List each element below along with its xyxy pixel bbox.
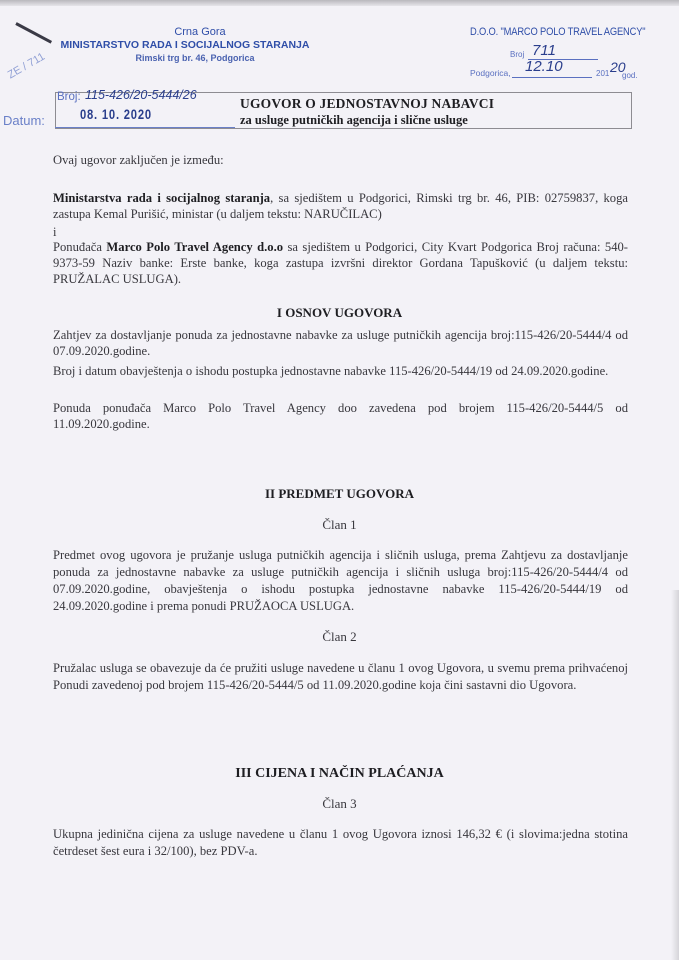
pen-mark (15, 22, 52, 43)
article-label-1: Član 1 (322, 517, 357, 532)
party-1-details: , sa sjedištem u Podgorici, Rimski trg br. 46, PIB: 02759837, koga zastupa Kemal Purišić, ministar (u daljem tekstu: NARUČILAC) (53, 191, 628, 221)
section-heading-osnov: I OSNOV UGOVORA (276, 305, 403, 320)
agency-year-value: 20 (610, 59, 626, 75)
agency-date-value: 12.10 (525, 58, 563, 75)
agency-name: D.O.O. "MARCO POLO TRAVEL AGENCY" (470, 26, 646, 38)
agency-city-label: Podgorica, (470, 68, 511, 78)
osnov-paragraph-3: Ponuda ponuđača Marco Polo Travel Agency doo zavedena pod brojem 115-426/20-5444/5 od 11.09.2020.godine. (53, 401, 628, 431)
article-2-text: Pružalac usluga se obavezuje da će pružiti usluge navedene u članu 1 ovog Ugovora, u svemu prema prihvaćenoj Ponudi zavedenoj pod brojem 115-426/20-5444/5 od 11.09.2020.godine koja čini sastavni dio Ugovora. (53, 661, 628, 692)
document-subtitle: za usluge putničkih agencija i slične usluge (240, 113, 468, 127)
scan-edge-shadow (671, 590, 679, 960)
agency-year-suffix: god. (622, 71, 638, 80)
section-heading-predmet: II PREDMET UGOVORA (264, 486, 414, 501)
stamp-country: Crna Gora (174, 26, 226, 38)
article-label-2: Član 2 (322, 629, 357, 644)
datum-line (55, 127, 235, 128)
party-2-prefix: Ponuđača (53, 240, 107, 254)
handwritten-scribble: ZE / 711 (5, 50, 48, 82)
party-2-name: Marco Polo Travel Agency d.o.o (106, 240, 284, 254)
registration-broj-label: Broj: (57, 91, 81, 103)
registration-date: 08. 10. 2020 (80, 106, 152, 122)
osnov-paragraph-1: Zahtjev za dostavljanje ponuda za jednostavne nabavke za usluge putničkih agencija broj:115-426/20-5444/4 od 07.09.2020.godine. (53, 328, 628, 358)
party-2-details: sa sjedištem u Podgorici, City Kvart Podgorica Broj računa: 540-9373-59 Naziv banke: Erste banke, koga zastupa izvršni direktor Gordana Tapušković (u daljem tekstu: PRUŽALAC USLUGA). (53, 240, 628, 286)
ministry-stamp (60, 26, 310, 63)
datum-label: Datum: (3, 113, 45, 128)
party-1-name: Ministarstva rada i socijalnog staranja (53, 191, 271, 205)
document-title: UGOVOR O JEDNOSTAVNOJ NABAVCI (240, 96, 495, 111)
agency-year-prefix: 201 (596, 69, 610, 78)
stamp-address: Rimski trg br. 46, Podgorica (135, 53, 255, 63)
intro-text: Ovaj ugovor zaključen je između: (53, 153, 224, 167)
agency-broj-value: 711 (532, 42, 556, 59)
osnov-paragraph-2: Broj i datum obavještenja o ishodu postupka jednostavne nabavke 115-426/20-5444/19 od 24.09.2020.godine. (53, 364, 609, 378)
party-2 (53, 239, 628, 287)
conjunction: i (53, 225, 57, 239)
agency-broj-label: Broj (510, 50, 525, 59)
scan-top-edge (0, 0, 679, 6)
registration-number: 115-426/20-5444/26 (85, 88, 197, 102)
agency-stamp (470, 26, 670, 80)
stamp-ministry-name: MINISTARSTVO RADA I SOCIJALNOG STARANJA (60, 39, 310, 51)
section-heading-cijena: III CIJENA I NAČIN PLAĆANJA (235, 766, 444, 781)
party-1 (53, 190, 628, 222)
article-1-text: Predmet ovog ugovora je pružanje usluga putničkih agencija i sličnih usluga, prema Zahtjevu za dostavljanje ponuda za jednostavne nabavke za usluge putničkih agencija i sličnih usluga broj:115-426/20-5444/4 od 07.09.2020.godine, obavještenja o ishodu postupka jednostavne nabavke 115-426/20-5444/19 od 24.09.2020.godine i prema ponudi PRUŽAOCA USLUGA. (53, 548, 628, 613)
article-label-3: Član 3 (322, 796, 357, 811)
agency-date-line (512, 77, 592, 78)
article-3-text: Ukupna jedinična cijena za usluge navedene u članu 1 ovog Ugovora iznosi 146,32 € (i slovima:jedna stotina četrdeset šest eura i 32/100), bez PDV-a. (53, 827, 628, 858)
